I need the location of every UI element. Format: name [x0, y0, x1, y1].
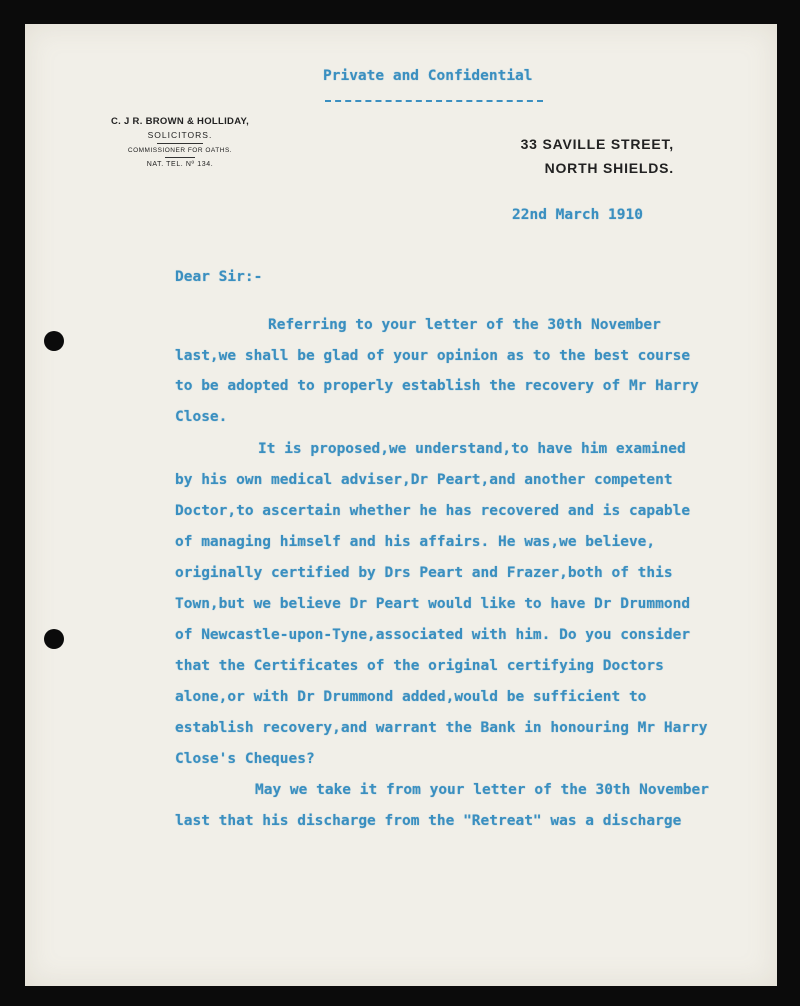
body-line: that the Certificates of the original certifying Doctors — [175, 658, 664, 674]
letter-date: 22nd March 1910 — [512, 207, 643, 223]
body-line: by his own medical adviser,Dr Peart,and another competent — [175, 472, 673, 488]
address-street: 33 SAVILLE STREET, — [520, 136, 674, 152]
body-line: May we take it from your letter of the 30th November — [255, 782, 709, 798]
body-line: of Newcastle-upon-Tyne,associated with him. Do you consider — [175, 627, 691, 643]
firm-telephone: NAT. TEL. Nº 134. — [146, 161, 214, 168]
body-line: Close's Cheques? — [175, 751, 315, 767]
body-line: alone,or with Dr Drummond added,would be sufficient to — [175, 689, 647, 705]
body-line: Doctor,to ascertain whether he has recovered and is capable — [175, 503, 691, 519]
body-line: of managing himself and his affairs. He was,we believe, — [175, 534, 656, 550]
body-line: originally certified by Drs Peart and Frazer,both of this — [175, 565, 673, 581]
punch-hole — [44, 629, 64, 649]
firm-commissioner: COMMISSIONER FOR OATHS. — [127, 147, 233, 154]
letterhead-divider — [165, 157, 195, 158]
punch-hole — [44, 331, 64, 351]
body-line: Close. — [175, 409, 228, 425]
body-line: last that his discharge from the "Retreat" was a discharge — [175, 813, 682, 829]
confidential-underline — [325, 100, 543, 102]
letterhead-divider — [157, 143, 203, 144]
letterhead — [95, 116, 265, 168]
firm-profession: SOLICITORS. — [147, 130, 213, 140]
confidential-heading: Private and Confidential — [323, 68, 533, 84]
salutation: Dear Sir:- — [175, 269, 263, 285]
sender-address — [521, 136, 674, 176]
letter-page — [25, 24, 777, 986]
body-line: establish recovery,and warrant the Bank in honouring Mr Harry — [175, 720, 708, 736]
body-line: to be adopted to properly establish the recovery of Mr Harry — [175, 378, 699, 394]
body-line: last,we shall be glad of your opinion as to the best course — [175, 348, 691, 364]
firm-name: C. J R. BROWN & HOLLIDAY, — [110, 116, 250, 127]
body-line: It is proposed,we understand,to have him examined — [258, 441, 686, 457]
address-town: NORTH SHIELDS. — [544, 160, 674, 176]
body-line: Referring to your letter of the 30th November — [268, 317, 661, 333]
body-line: Town,but we believe Dr Peart would like to have Dr Drummond — [175, 596, 691, 612]
